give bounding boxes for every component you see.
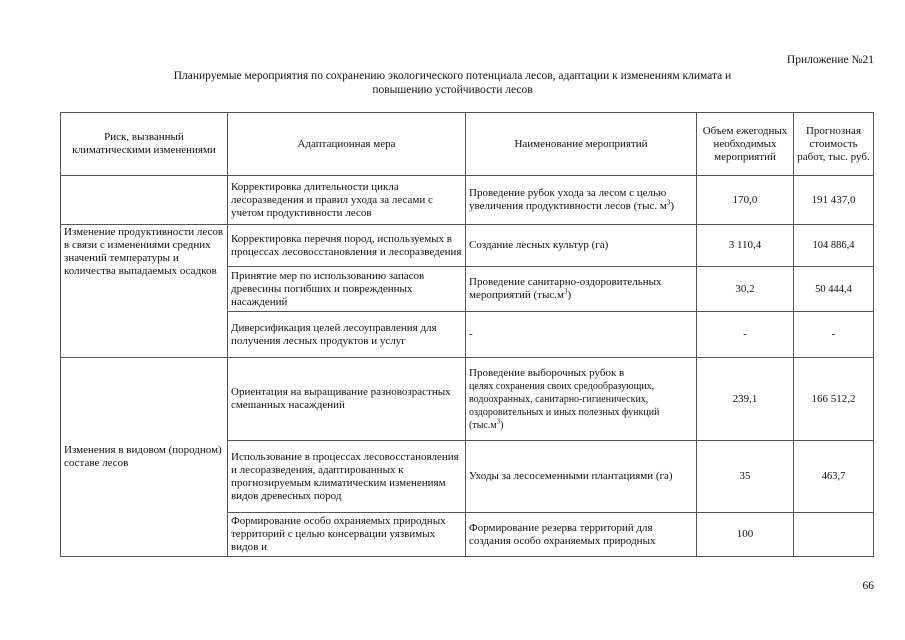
activity-cell: Формирование резерва территорий для создания особо охраняемых природных xyxy=(466,513,697,557)
measure-cell: Принятие мер по использованию запасов древесины погибших и поврежденных насаждений xyxy=(228,267,466,312)
column-header-risk: Риск, вызванный климатическими изменениями xyxy=(61,113,228,176)
volume-cell: 35 xyxy=(697,441,794,513)
column-header-volume: Объем ежегодных необходимых мероприятий xyxy=(697,113,794,176)
page-number: 66 xyxy=(862,580,874,592)
activity-cell: Проведение выборочных рубок в целях сохранения своих средообразующих, водоохранных, санитарно-гигиенических, оздоровительных и иных полезных функций $(тыс.м^3)$ xyxy=(466,358,697,441)
measure-cell: Диверсификация целей лесоуправления для получения лесных продуктов и услуг xyxy=(228,312,466,358)
activity-cell: Создание лесных культур (га) xyxy=(466,225,697,267)
activity-cell: Проведение санитарно-оздоровительных мероприятий $(тыс.м^3)$ xyxy=(466,267,697,312)
volume-cell: 170,0 xyxy=(697,176,794,225)
risk-cell: Изменения в видовом (породном) составе лесов xyxy=(61,358,228,557)
measure-cell: Ориентация на выращивание разновозрастных смешанных насаждений xyxy=(228,358,466,441)
measures-table xyxy=(60,112,874,557)
volume-cell: 239,1 xyxy=(697,358,794,441)
cost-cell: 104 886,4 xyxy=(794,225,874,267)
cost-cell: - xyxy=(794,312,874,358)
table-row xyxy=(61,225,874,267)
cost-cell xyxy=(794,513,874,557)
table-row xyxy=(61,358,874,441)
column-header-cost: Прогнозная стоимость работ, тыс. руб. xyxy=(794,113,874,176)
cost-cell: 166 512,2 xyxy=(794,358,874,441)
table-header-row xyxy=(61,113,874,176)
activity-cell: Уходы за лесосеменными плантациями (га) xyxy=(466,441,697,513)
table-row xyxy=(61,176,874,225)
cost-cell: 191 437,0 xyxy=(794,176,874,225)
volume-cell: - xyxy=(697,312,794,358)
activity-cell: - xyxy=(466,312,697,358)
column-header-measure: Адаптационная мера xyxy=(228,113,466,176)
cost-cell: 463,7 xyxy=(794,441,874,513)
measure-cell: Использование в процессах лесовосстановления и лесоразведения, адаптированных к прогнозируемым климатическим изменениям видов древесных пород xyxy=(228,441,466,513)
cost-cell: 50 444,4 xyxy=(794,267,874,312)
appendix-label: Приложение №21 xyxy=(786,54,874,66)
measure-cell: Корректировка длительности цикла лесоразведения и правил ухода за лесами с учетом продуктивности лесов xyxy=(228,176,466,225)
title-line-1: Планируемые мероприятия по сохранению экологического потенциала лесов, адаптации к изменениям климата и xyxy=(173,70,732,82)
column-header-activity: Наименование мероприятий xyxy=(466,113,697,176)
document-title xyxy=(100,69,805,97)
risk-cell-empty xyxy=(61,176,228,225)
risk-cell: Изменение продуктивности лесов в связи с изменениями средних значений температуры и количества выпадаемых осадков xyxy=(61,225,228,358)
volume-cell: 30,2 xyxy=(697,267,794,312)
activity-cell: Проведение рубок ухода за лесом с целью увеличения продуктивности лесов (тыс. $м^3$) xyxy=(466,176,697,225)
measure-cell: Формирование особо охраняемых природных территорий с целью консервации уязвимых видов и xyxy=(228,513,466,557)
volume-cell: 3 110,4 xyxy=(697,225,794,267)
volume-cell: 100 xyxy=(697,513,794,557)
measure-cell: Корректировка перечня пород, используемых в процессах лесовосстановления и лесоразведения xyxy=(228,225,466,267)
title-line-2: повышению устойчивости лесов xyxy=(372,84,533,96)
